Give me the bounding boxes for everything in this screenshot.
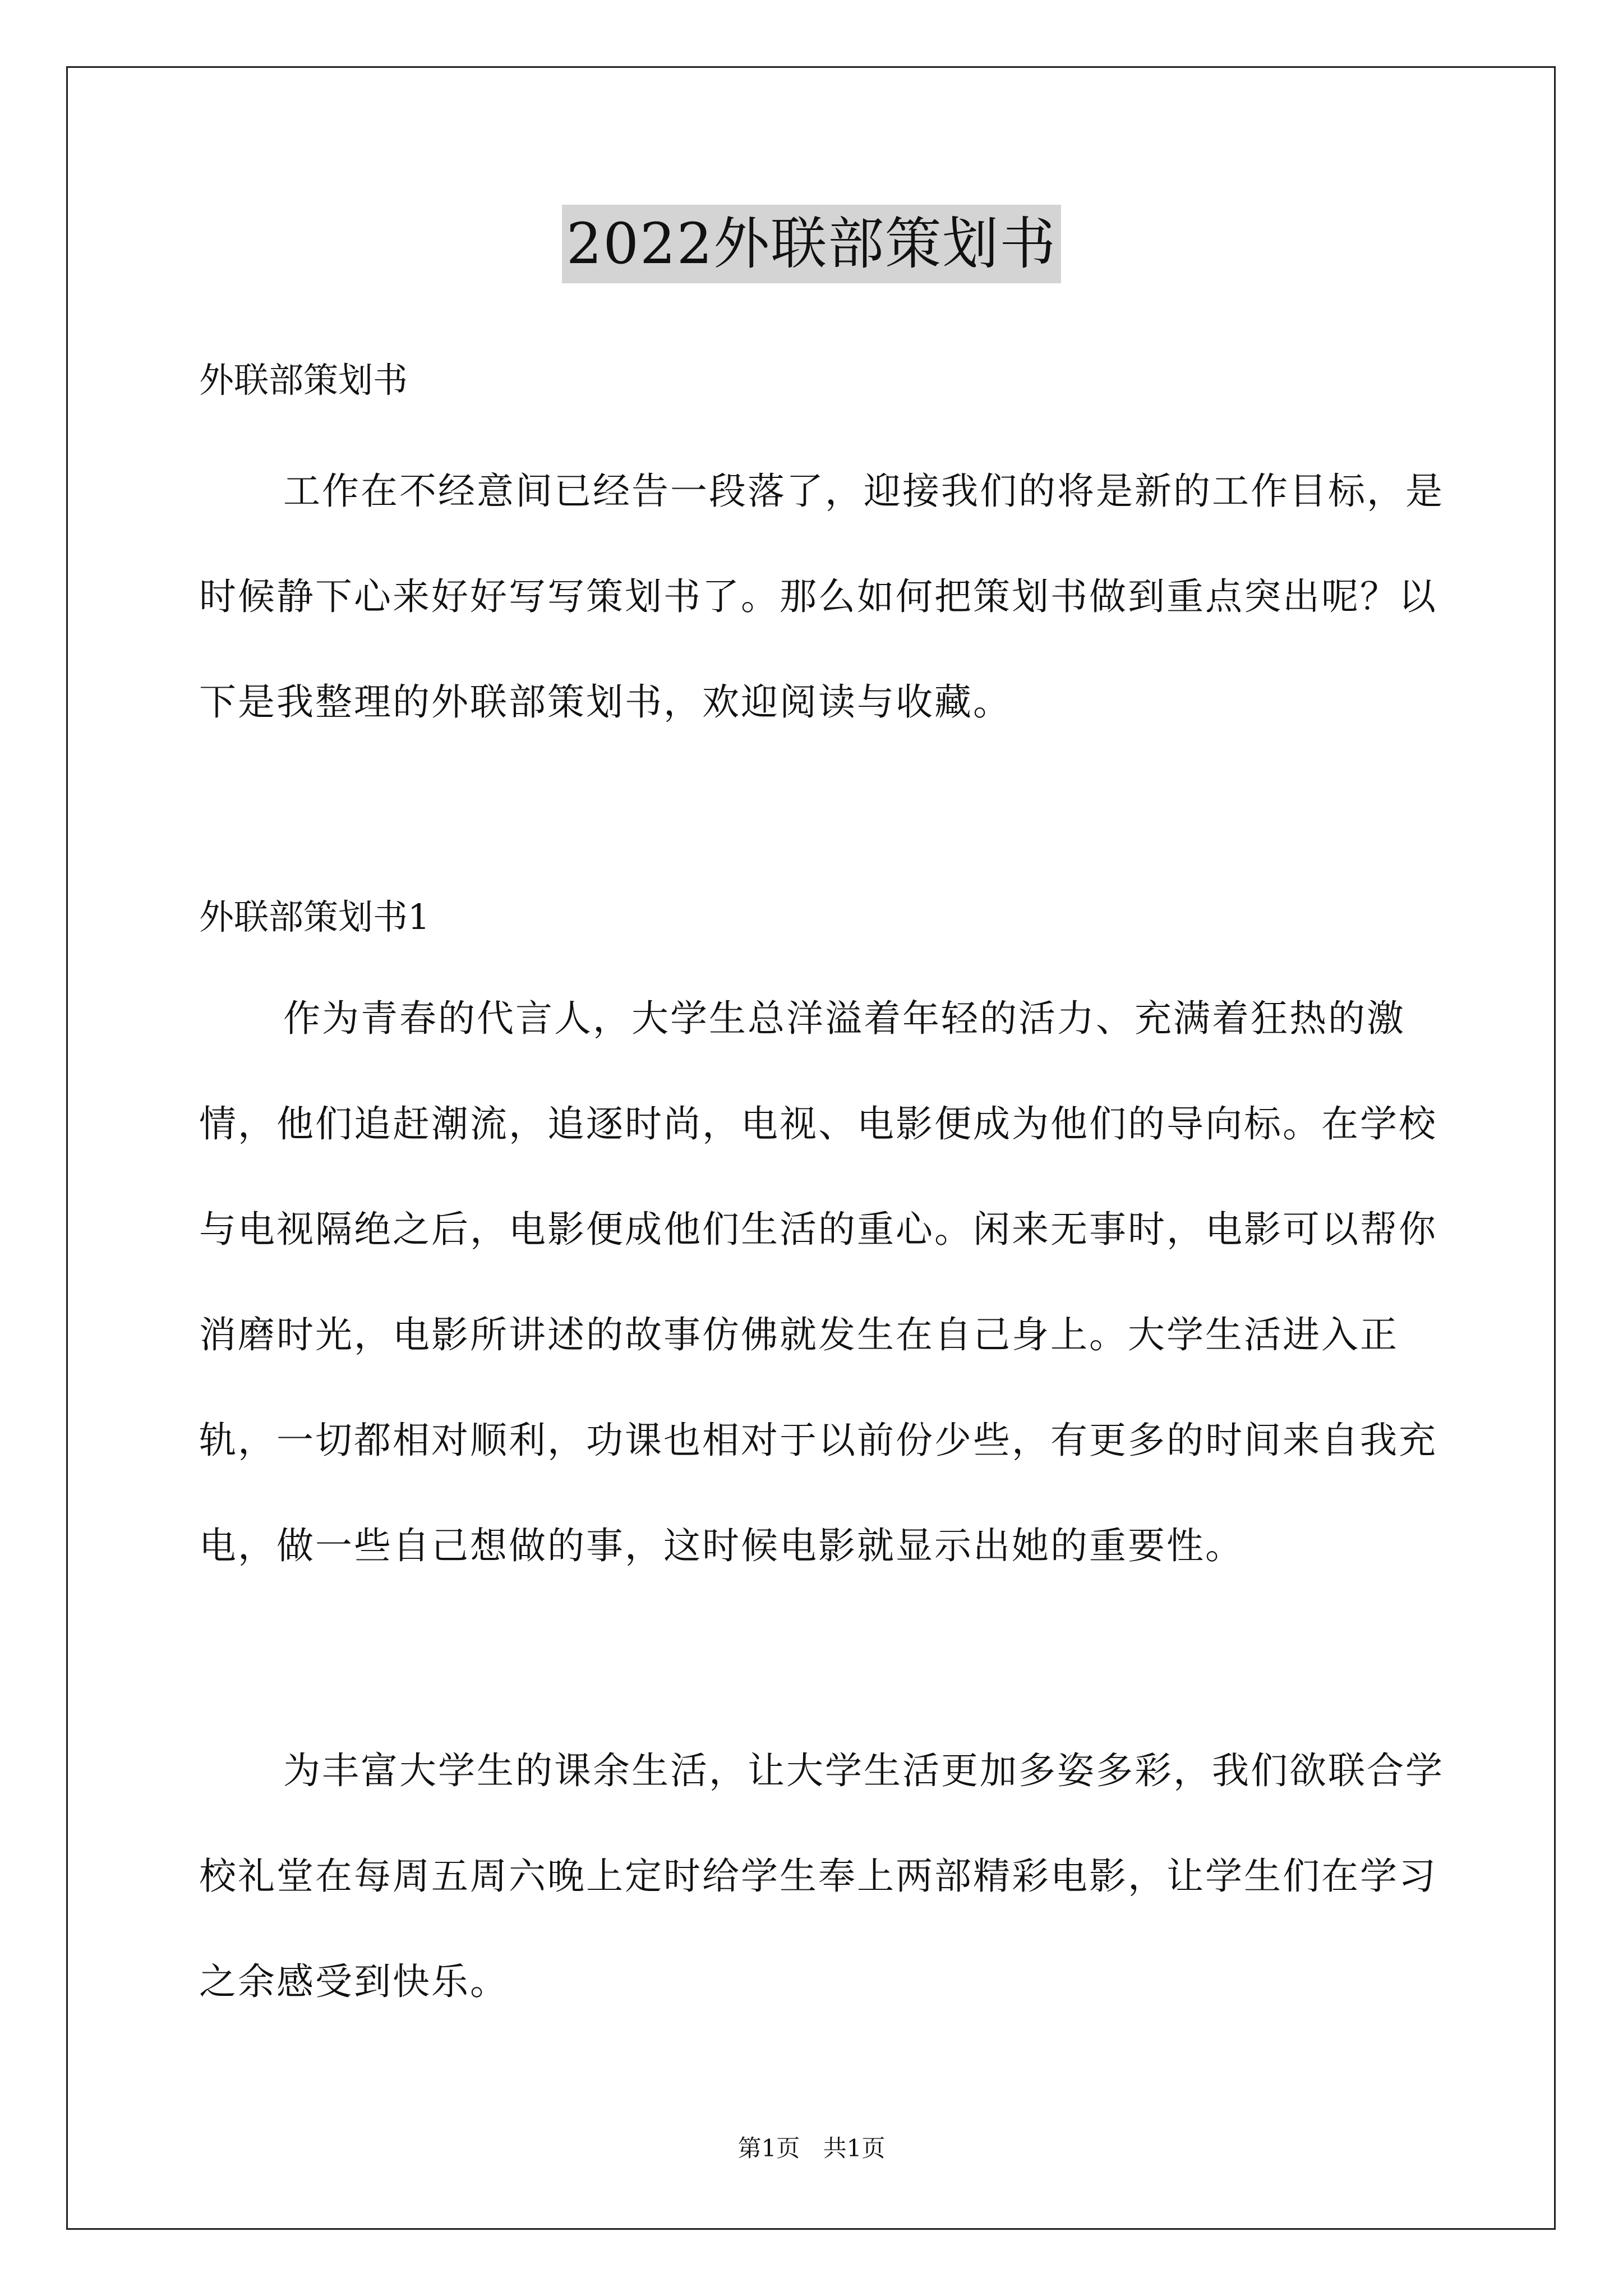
section1-paragraph-2: 为丰富大学生的课余生活，让大学生活更加多姿多彩，我们欲联合学校礼堂在每周五周六晚上定时给学生奉上两部精彩电影，让学生们在学习之余感受到快乐。 bbox=[199, 1749, 1444, 2003]
document-subtitle: 外联部策划书 bbox=[199, 360, 408, 401]
page-number-total: 共1页 bbox=[823, 2134, 886, 2162]
document-title: 2022外联部策划书 bbox=[562, 205, 1062, 283]
page-footer bbox=[0, 2132, 1623, 2165]
intro-paragraph: 工作在不经意间已经告一段落了，迎接我们的将是新的工作目标，是时候静下心来好好写写策划书了。那么如何把策划书做到重点突出呢？以下是我整理的外联部策划书，欢迎阅读与收藏。 bbox=[199, 470, 1444, 724]
title-container bbox=[0, 205, 1623, 283]
section1-heading: 外联部策划书1 bbox=[199, 896, 430, 937]
page-number-current: 第1页 bbox=[737, 2134, 800, 2162]
section1-paragraph-1: 作为青春的代言人，大学生总洋溢着年轻的活力、充满着狂热的激情，他们追赶潮流，追逐时尚，电视、电影便成为他们的导向标。在学校与电视隔绝之后，电影便成他们生活的重心。闲来无事时，电影可以帮你消磨时光，电影所讲述的故事仿佛就发生在自己身上。大学生活进入正轨，一切都相对顺利，功课也相对于以前份少些，有更多的时间来自我充电，做一些自己想做的事，这时候电影就显示出她的重要性。 bbox=[199, 997, 1437, 1567]
